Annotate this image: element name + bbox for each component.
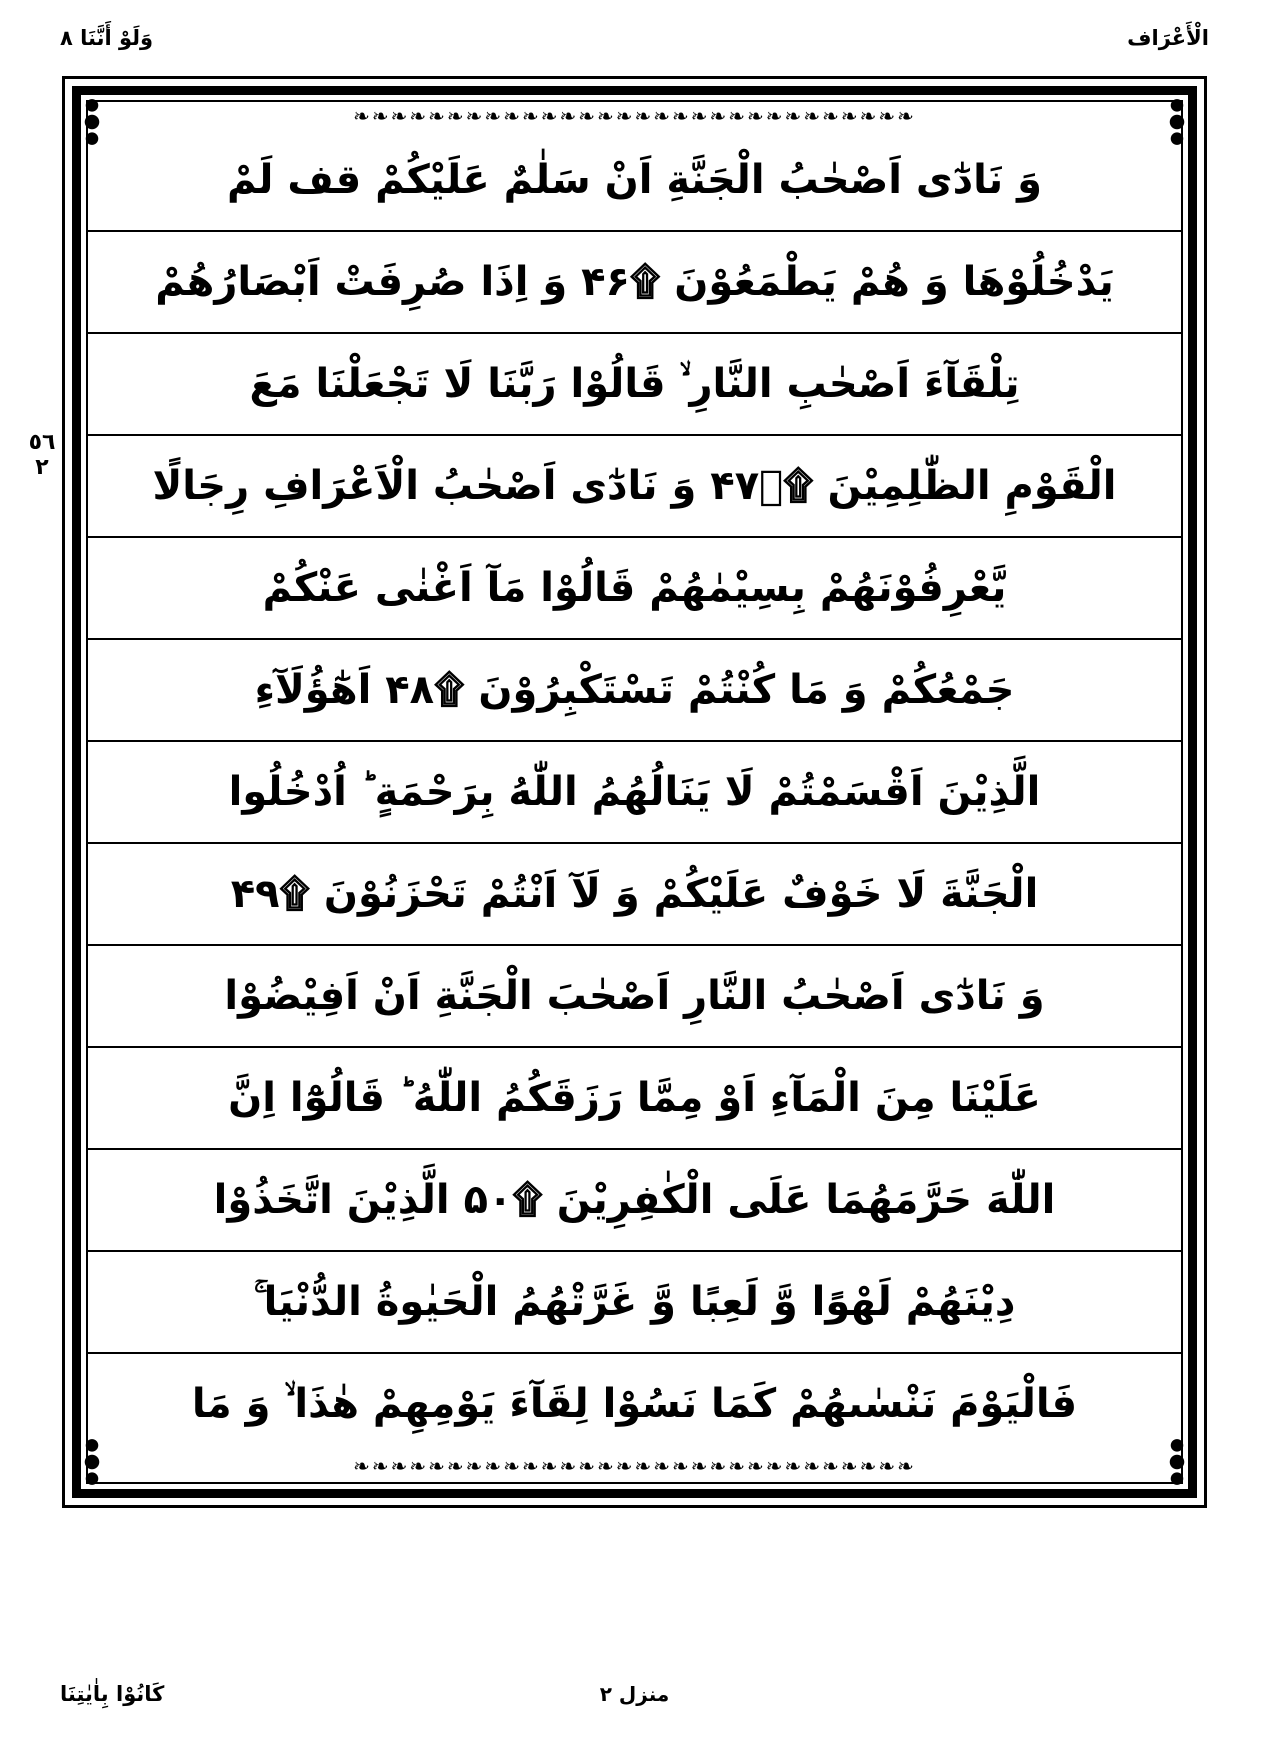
ayah-line-text: يَدْخُلُوْهَا وَ هُمْ يَطْمَعُوْنَ ۩۴۶ وَ اِذَا صُرِفَتْ اَبْصَارُهُمْ bbox=[155, 259, 1114, 305]
ayah-line-text: الْقَوْمِ الظّٰلِمِيْنَ ۩۴۷ؔ وَ نَادٰٓى اَصْحٰبُ الْاَعْرَافِ رِجَالًا bbox=[152, 463, 1117, 509]
ayah-line bbox=[88, 1252, 1181, 1354]
page-footer bbox=[60, 1682, 1209, 1726]
page-frame-outer bbox=[62, 76, 1207, 1508]
ayah-line bbox=[88, 436, 1181, 538]
ayah-line bbox=[88, 640, 1181, 742]
ayah-line-text: وَ نَادٰٓى اَصْحٰبُ الْجَنَّةِ اَنْ سَلٰمٌ عَلَيْكُمْ قف لَمْ bbox=[227, 157, 1042, 203]
ayah-line-text: اللّٰهَ حَرَّمَهُمَا عَلَى الْكٰفِرِيْنَ ۩۵۰ الَّذِيْنَ اتَّخَذُوْا bbox=[213, 1177, 1056, 1223]
footer-catchword: كَانُوْا بِاٰيٰتِنَا bbox=[60, 1682, 165, 1706]
ayah-line bbox=[88, 1048, 1181, 1150]
footer-manzil-marker: منزل ٢ bbox=[599, 1682, 670, 1706]
ayah-line bbox=[88, 130, 1181, 232]
ayah-line-text: جَمْعُكُمْ وَ مَا كُنْتُمْ تَسْتَكْبِرُوْنَ ۩۴۸ اَهٰٓؤُلَآءِ bbox=[254, 667, 1015, 713]
ayah-line-text: وَ نَادٰٓى اَصْحٰبُ النَّارِ اَصْحٰبَ الْجَنَّةِ اَنْ اَفِيْضُوْا bbox=[224, 973, 1045, 1019]
ayah-line-text: عَلَيْنَا مِنَ الْمَآءِ اَوْ مِمَّا رَزَقَكُمُ اللّٰهُ ؕ قَالُوْٓا اِنَّ bbox=[228, 1075, 1041, 1121]
page-number-top: ٥٦ bbox=[28, 430, 56, 455]
page-header bbox=[60, 26, 1209, 66]
ayah-line bbox=[88, 1354, 1181, 1454]
header-juz-marker: وَلَوْ أَنَّنَا ٨ bbox=[60, 26, 154, 50]
ayah-line-text: الْجَنَّةَ لَا خَوْفٌ عَلَيْكُمْ وَ لَآ اَنْتُمْ تَحْزَنُوْنَ ۩۴۹ bbox=[230, 871, 1039, 917]
ayah-line bbox=[88, 946, 1181, 1048]
ayah-line bbox=[88, 742, 1181, 844]
page-number bbox=[22, 430, 62, 481]
page-frame-inner bbox=[86, 100, 1183, 1484]
ayah-line-text: الَّذِيْنَ اَقْسَمْتُمْ لَا يَنَالُهُمُ اللّٰهُ بِرَحْمَةٍ ؕ اُدْخُلُوا bbox=[228, 769, 1041, 815]
ayah-line bbox=[88, 1150, 1181, 1252]
page-number-bottom: ٢ bbox=[35, 455, 49, 481]
ayah-line-text: يَّعْرِفُوْنَهُمْ بِسِيْمٰهُمْ قَالُوْا مَآ اَغْنٰى عَنْكُمْ bbox=[262, 565, 1007, 611]
ayah-line-text: تِلْقَآءَ اَصْحٰبِ النَّارِ ۙ قَالُوْا رَبَّنَا لَا تَجْعَلْنَا مَعَ bbox=[249, 361, 1020, 407]
ayah-line bbox=[88, 232, 1181, 334]
ayah-line-text: فَالْيَوْمَ نَنْسٰىهُمْ كَمَا نَسُوْا لِقَآءَ يَوْمِهِمْ هٰذَا ۙ وَ مَا bbox=[191, 1381, 1078, 1427]
ayah-line-text: دِيْنَهُمْ لَهْوًا وَّ لَعِبًا وَّ غَرَّتْهُمُ الْحَيٰوةُ الدُّنْيَا ۚ bbox=[253, 1279, 1016, 1325]
ayah-line bbox=[88, 334, 1181, 436]
ornament-band-top: ❧❧❧❧❧❧❧❧❧❧❧❧❧❧❧❧❧❧❧❧❧❧❧❧❧❧❧❧❧❧ bbox=[353, 104, 916, 128]
ornament-band-bottom: ❧❧❧❧❧❧❧❧❧❧❧❧❧❧❧❧❧❧❧❧❧❧❧❧❧❧❧❧❧❧ bbox=[353, 1454, 916, 1478]
ayah-lines-container bbox=[88, 130, 1181, 1454]
ayah-line bbox=[88, 844, 1181, 946]
ayah-line bbox=[88, 538, 1181, 640]
header-surah-name: الْأَعْرَاف bbox=[1127, 26, 1209, 50]
